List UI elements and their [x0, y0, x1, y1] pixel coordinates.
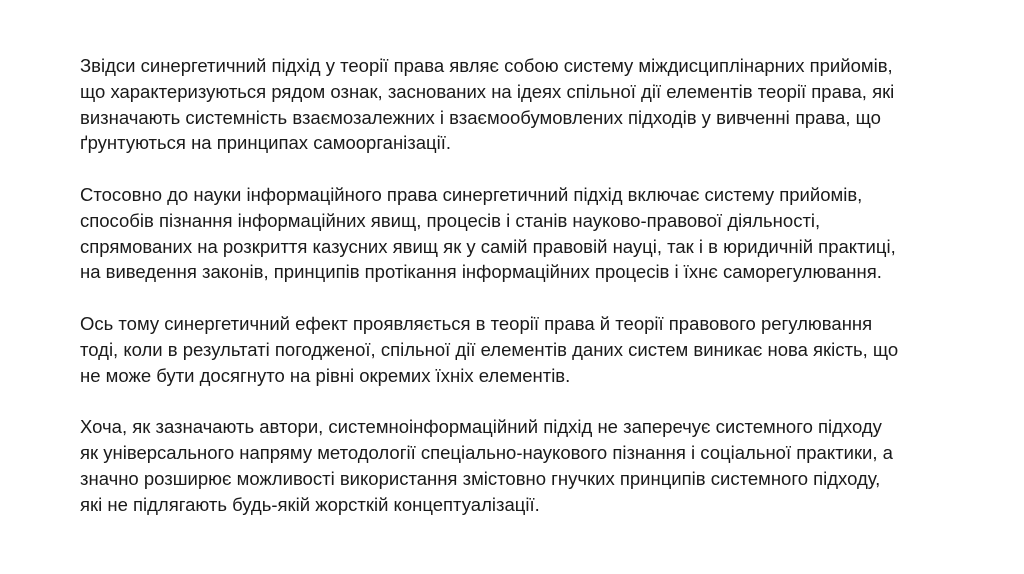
text-line: значно розширює можливості використання змістовно гнучких принципів системного підходу,	[80, 467, 881, 489]
paragraph-synergetic-effect	[80, 311, 960, 388]
text-line: не може бути досягнуто на рівні окремих їхніх елементів.	[80, 364, 571, 386]
text-line: що характеризуються рядом ознак, заснованих на ідеях спільної дії елементів теорії права, які	[80, 80, 895, 102]
paragraph-system-information-approach	[80, 414, 960, 517]
text-line: на виведення законів, принципів протікання інформаційних процесів і їхнє саморегулювання.	[80, 261, 882, 283]
text-line: Ось тому синергетичний ефект проявляється в теорії права й теорії правового регулювання	[80, 312, 873, 334]
text-line: спрямованих на розкриття казусних явищ як у самій правовій науці, так і в юридичній практиці,	[80, 235, 896, 257]
text-line: які не підлягають будь-якій жорсткій концептуалізації.	[80, 493, 540, 515]
text-line: Хоча, як зазначають автори, системноінформаційний підхід не заперечує системного підходу	[80, 416, 882, 438]
text-line: як універсального напряму методології спеціально-наукового пізнання і соціальної практики, а	[80, 441, 893, 463]
paragraph-synergetic-approach-definition	[80, 53, 960, 156]
text-line: тоді, коли в результаті погодженої, спільної дії елементів даних систем виникає нова якість, що	[80, 338, 899, 360]
text-line: Стосовно до науки інформаційного права синергетичний підхід включає систему прийомів,	[80, 183, 863, 205]
text-line: Звідси синергетичний підхід у теорії права являє собою систему міждисциплінарних прийомів,	[80, 55, 893, 76]
text-line: способів пізнання інформаційних явищ, процесів і станів науково-правової діяльності,	[80, 209, 821, 231]
text-line: ґрунтуються на принципах самоорганізації.	[80, 132, 452, 154]
paragraph-information-law	[80, 182, 960, 285]
body-text	[80, 53, 960, 543]
text-line: визначають системність взаємозалежних і взаємообумовлених підходів у вивченні права, що	[80, 106, 881, 128]
